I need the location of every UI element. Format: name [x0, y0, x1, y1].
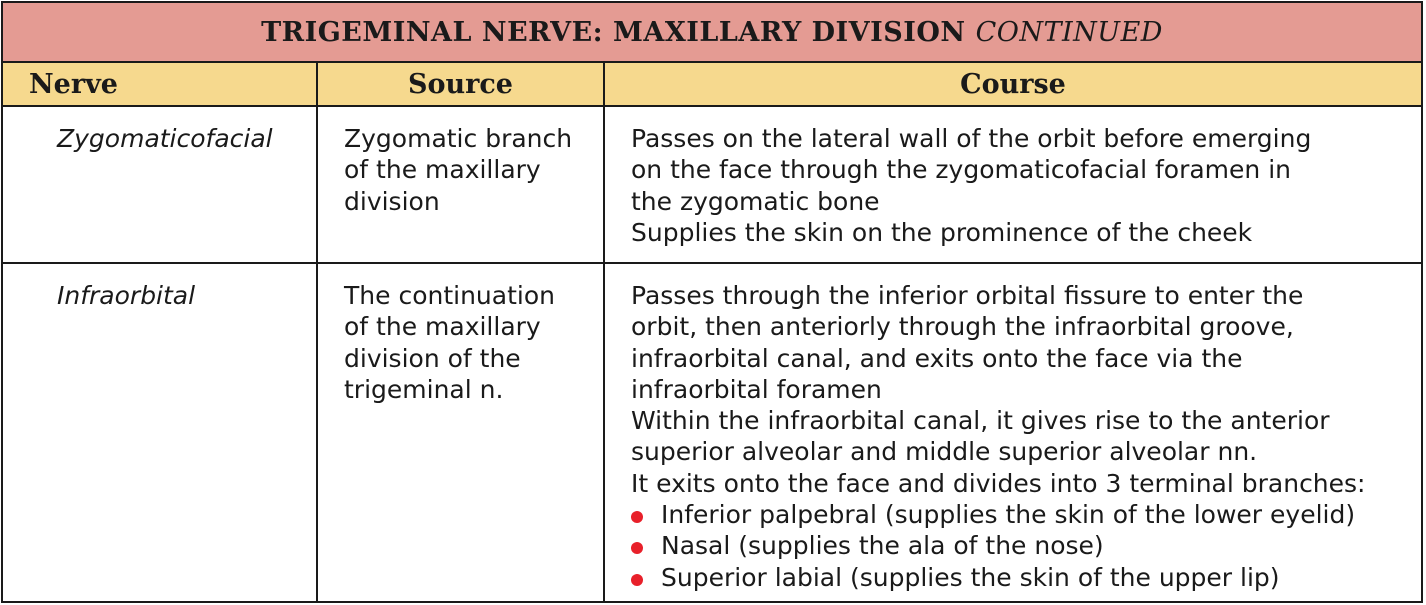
nerve-source [318, 264, 605, 601]
course-line: infraorbital canal, and exits onto the face via the [631, 343, 1243, 373]
course-line: Passes on the lateral wall of the orbit before emerging [631, 124, 1312, 153]
header-source: Source [318, 63, 605, 105]
table-row-infraorbital [3, 264, 1421, 601]
course-paragraph [631, 123, 1411, 217]
course-line: It exits onto the face and divides into 3 terminal branches: [631, 468, 1366, 498]
course-line: superior alveolar and middle superior alveolar nn. [631, 437, 1258, 467]
table-header-row [3, 63, 1421, 107]
course-line: orbit, then anteriorly through the infraorbital groove, [631, 312, 1294, 342]
source-line: The continuation [344, 281, 555, 310]
branch-bullet-item [631, 562, 1411, 593]
nerve-name: Zygomaticofacial [3, 107, 318, 262]
nerve-table [1, 1, 1423, 603]
source-line: of the maxillary [344, 312, 541, 342]
course-line: the zygomatic bone [631, 186, 880, 216]
bullet-dot-icon [631, 511, 643, 523]
table-title-text: TRIGEMINAL NERVE: MAXILLARY DIVISION [261, 16, 966, 48]
source-line: division [344, 186, 440, 216]
course-line: infraorbital foramen [631, 374, 882, 404]
course-paragraph [631, 280, 1411, 405]
nerve-name: Infraorbital [3, 264, 318, 601]
course-line: Supplies the skin on the prominence of the cheek [631, 217, 1253, 247]
course-paragraph [631, 405, 1411, 468]
branch-bullet-item [631, 499, 1411, 530]
course-line: Passes through the inferior orbital fissure to enter the [631, 281, 1304, 310]
bullet-dot-icon [631, 574, 643, 586]
source-line: trigeminal n. [344, 374, 504, 404]
branch-text: Inferior palpebral (supplies the skin of the lower eyelid) [661, 500, 1356, 530]
course-line: on the face through the zygomaticofacial foramen in [631, 155, 1291, 185]
table-title [3, 3, 1421, 63]
nerve-source [318, 107, 605, 262]
table-row-zygomaticofacial [3, 107, 1421, 264]
source-line: division of the [344, 343, 521, 373]
branch-bullet-item [631, 530, 1411, 561]
course-line: Within the infraorbital canal, it gives rise to the anterior [631, 406, 1330, 436]
course-paragraph [631, 217, 1411, 248]
header-nerve: Nerve [3, 63, 318, 105]
course-paragraph [631, 468, 1411, 499]
header-course: Course [960, 68, 1066, 100]
source-line: of the maxillary [344, 155, 541, 185]
nerve-course [605, 107, 1421, 262]
table-title-suffix: CONTINUED [975, 16, 1163, 48]
nerve-course [605, 264, 1421, 601]
source-line: Zygomatic branch [344, 124, 573, 153]
bullet-dot-icon [631, 542, 643, 554]
branch-text: Superior labial (supplies the skin of the upper lip) [661, 562, 1280, 592]
branch-text: Nasal (supplies the ala of the nose) [661, 531, 1104, 561]
